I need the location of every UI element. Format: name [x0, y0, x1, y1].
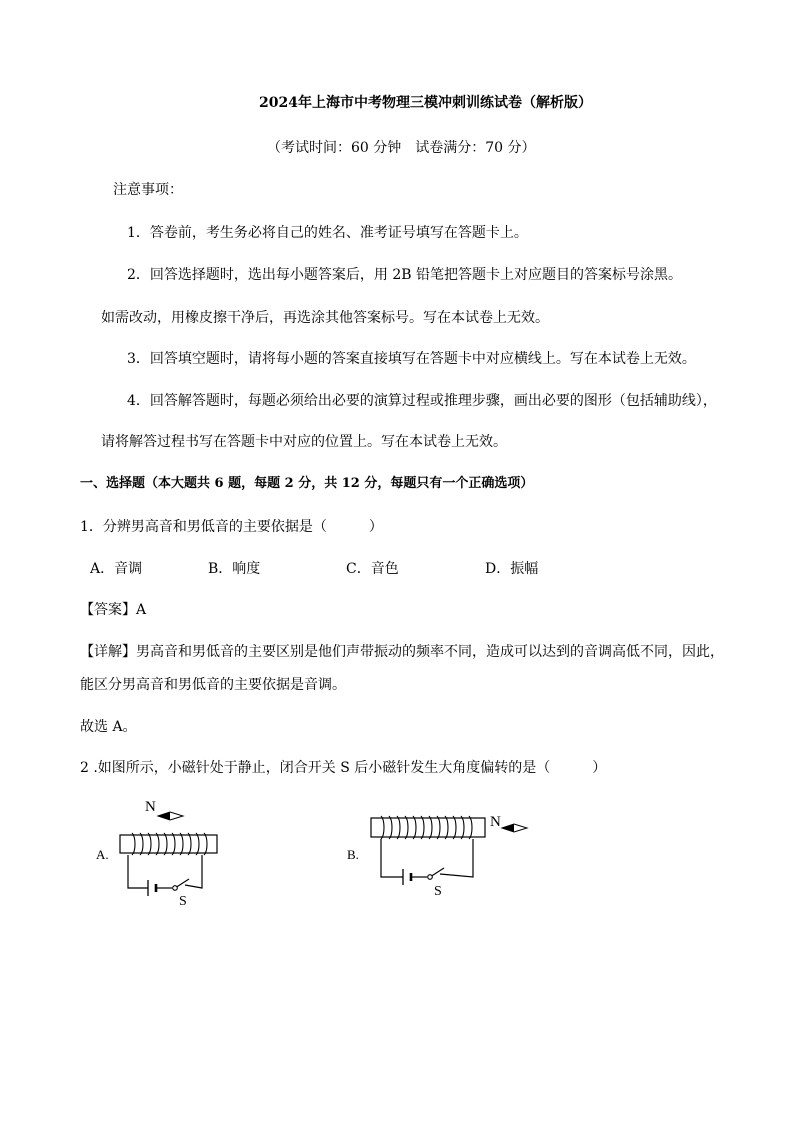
question-1-detail-line-1: 【详解】男高音和男低音的主要区别是他们声带振动的频率不同，造成可以达到的音调高低不同，因此，	[80, 644, 724, 660]
compass-needle-icon	[502, 824, 527, 832]
question-1-answer: 【答案】A	[80, 602, 147, 618]
circuit-figure-b	[345, 808, 535, 913]
question-1-detail-line-2: 能区分男高音和男低音的主要依据是音调。	[80, 677, 346, 693]
question-1-option-c: C．音色	[346, 561, 399, 577]
figure-b-needle-label: N	[490, 814, 501, 830]
notice-item-2-cont: 如需改动，用橡皮擦干净后，再选涂其他答案标号。写在本试卷上无效。	[101, 310, 549, 326]
battery-icon	[403, 869, 411, 885]
notice-item-2: 2．回答选择题时，选出每小题答案后，用 2B 铅笔把答题卡上对应题目的答案标号涂黑。	[127, 267, 683, 283]
figure-a-needle-label: N	[145, 799, 156, 815]
question-2-stem: 2 .如图所示，小磁针处于静止，闭合开关 S 后小磁针发生大角度偏转的是（ ）	[80, 760, 607, 776]
notice-item-4-cont: 请将解答过程书写在答题卡中对应的位置上。写在本试卷上无效。	[101, 434, 507, 450]
exam-info: （考试时间：60 分钟 试卷满分：70 分）	[267, 140, 536, 156]
notice-item-3: 3．回答填空题时，请将每小题的答案直接填写在答题卡中对应横线上。写在本试卷上无效。	[127, 351, 696, 367]
figure-b-option-label: B.	[347, 847, 359, 862]
figure-b-switch-label: S	[434, 884, 442, 899]
notice-item-1: 1．答卷前，考生务必将自己的姓名、准考证号填写在答题卡上。	[127, 225, 528, 241]
circuit-figure-a	[90, 795, 250, 910]
compass-needle-icon	[158, 812, 183, 820]
question-1-option-a: A．音调	[90, 561, 143, 577]
circuit-wire	[128, 855, 202, 888]
notice-heading: 注意事项：	[113, 182, 183, 198]
switch-icon	[173, 879, 189, 890]
question-1-option-b: B．响度	[208, 561, 261, 577]
battery-icon	[148, 880, 156, 896]
page-title: 2024年上海市中考物理三模冲刺训练试卷（解析版）	[259, 95, 592, 111]
notice-item-4: 4．回答解答题时，每题必须给出必要的演算过程或推理步骤，画出必要的图形（包括辅助线），	[127, 393, 717, 409]
question-1-stem: 1．分辨男高音和男低音的主要依据是（ ）	[80, 519, 383, 535]
solenoid-core	[371, 818, 485, 837]
circuit-wire	[381, 839, 473, 877]
section-heading: 一、选择题（本大题共 6 题，每题 2 分，共 12 分，每题只有一个正确选项）	[80, 476, 534, 491]
question-1-option-d: D．振幅	[485, 561, 539, 577]
figure-a-option-label: A.	[96, 847, 109, 862]
figure-a-switch-label: S	[179, 894, 187, 909]
question-1-conclusion: 故选 A。	[80, 719, 137, 735]
